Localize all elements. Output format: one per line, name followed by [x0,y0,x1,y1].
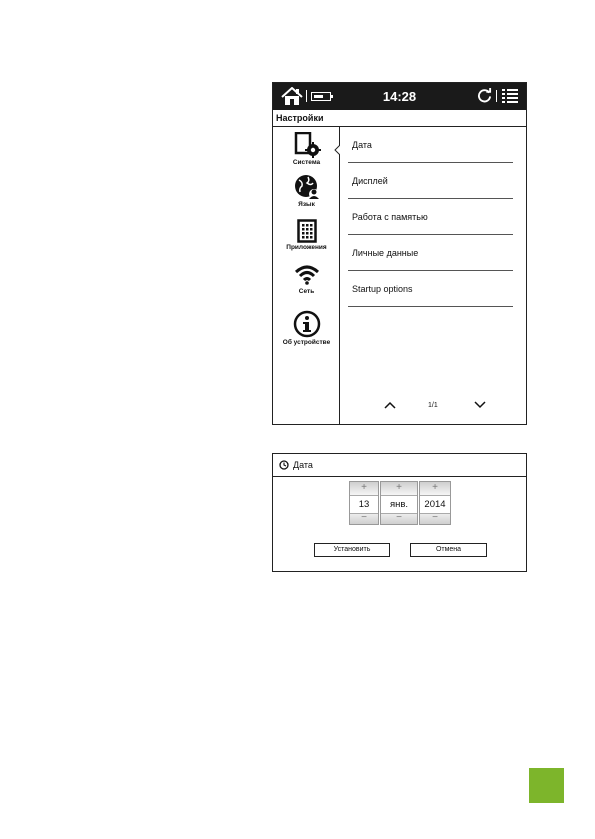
cancel-button[interactable]: Отмена [410,543,487,557]
page-title: Настройки [273,110,526,127]
page-number: 1/1 [428,402,438,409]
clock-icon [279,460,289,470]
month-value: янв. [381,495,417,514]
day-spinner[interactable] [349,481,379,525]
dialog-header [273,454,526,477]
sidebar-item-label: Сеть [298,288,315,295]
sync-icon[interactable] [477,88,492,103]
day-increment-button[interactable]: + [361,482,367,493]
settings-sidebar [273,127,340,424]
year-increment-button[interactable]: + [432,482,438,493]
menu-item-personal-data[interactable]: Личные данные [348,235,513,271]
menu-item-memory[interactable]: Работа с памятью [348,199,513,235]
dialog-title: Дата [293,460,313,470]
sidebar-item-label: Система [292,159,321,166]
sidebar-item-network[interactable] [273,265,340,295]
sidebar-item-label: Об устройстве [282,339,331,346]
menu-item-startup-options[interactable]: Startup options [348,271,513,307]
status-time: 14:28 [382,89,417,104]
year-spinner[interactable] [419,481,451,525]
settings-menu [348,127,513,307]
sidebar-item-about[interactable] [273,310,340,346]
menu-icon[interactable] [502,88,518,104]
day-value: 13 [350,495,378,514]
status-separator [496,90,497,102]
chevron-up-icon[interactable] [384,400,396,410]
sidebar-item-system[interactable] [273,132,340,166]
date-dialog [272,453,527,572]
month-spinner[interactable] [380,481,418,525]
wifi-icon [294,265,320,285]
set-button[interactable]: Установить [314,543,390,557]
year-value: 2014 [420,495,450,514]
language-globe-icon [294,174,320,200]
month-increment-button[interactable]: + [396,482,402,493]
sidebar-item-label: Приложения [286,244,327,251]
chevron-down-icon[interactable] [474,400,486,410]
menu-item-date[interactable]: Дата [348,127,513,163]
info-icon [293,310,321,338]
sidebar-item-label: Язык [298,201,315,208]
year-decrement-button[interactable]: − [432,512,438,523]
settings-screen [272,82,527,425]
month-decrement-button[interactable]: − [396,512,402,523]
applications-icon [297,219,317,243]
system-settings-icon [293,132,321,158]
day-decrement-button[interactable]: − [361,512,367,523]
pager [340,400,526,414]
sidebar-item-applications[interactable] [273,219,340,251]
menu-item-display[interactable]: Дисплей [348,163,513,199]
status-bar [273,83,526,110]
sidebar-item-language[interactable] [273,174,340,208]
selection-pointer [334,144,346,156]
page-corner-marker [529,768,564,803]
